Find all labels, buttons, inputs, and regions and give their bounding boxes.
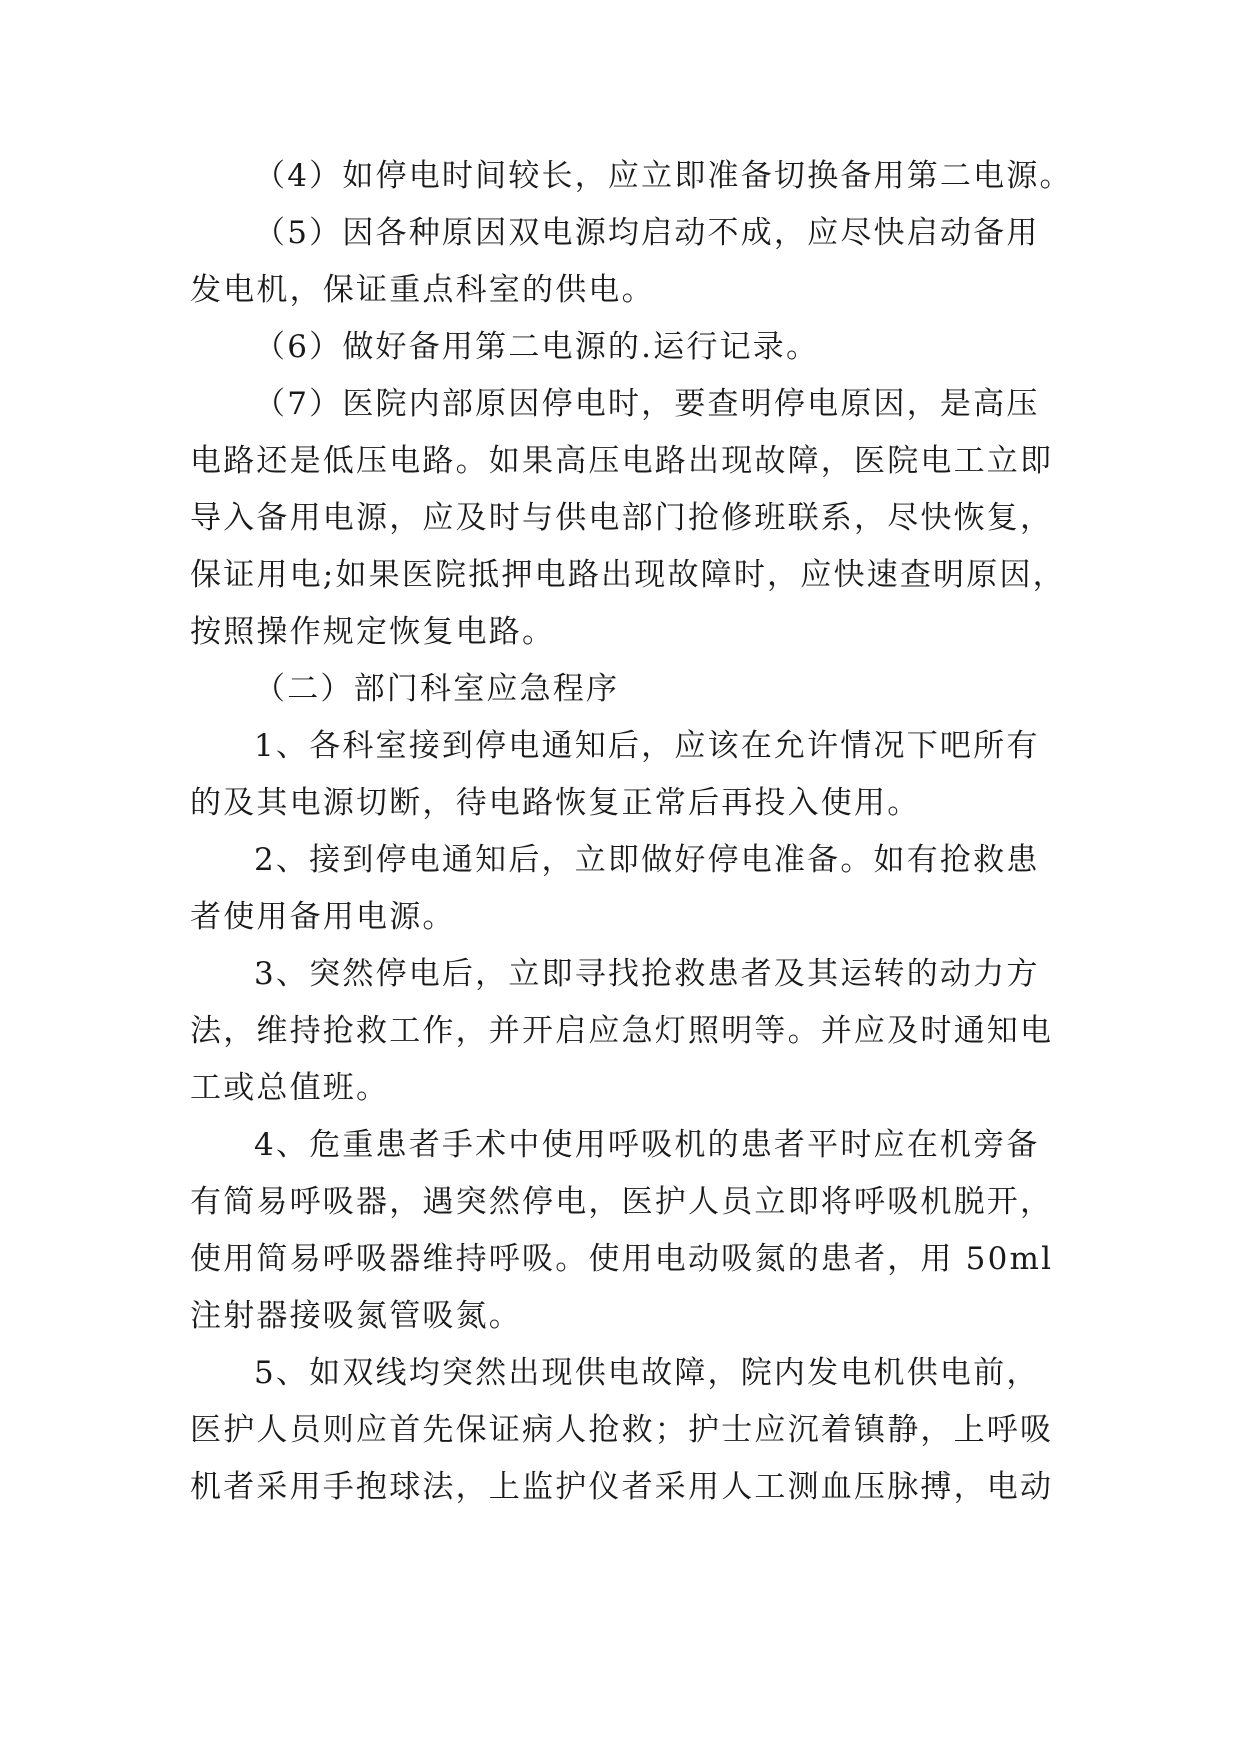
text-line: 工或总值班。	[190, 1070, 390, 1106]
text-line: （二）部门科室应急程序	[254, 671, 620, 707]
text-line: 保证用电;如果医院抵押电路出现故障时，应快速查明原因，	[190, 557, 1066, 593]
text-line: 电路还是低压电路。如果高压电路出现故障，医院电工立即	[190, 443, 1054, 479]
text-line: 3、突然停电后，立即寻找抢救患者及其运转的动力方	[254, 956, 1040, 992]
text-line: 的及其电源切断，待电路恢复正常后再投入使用。	[190, 785, 921, 821]
text-line: 医护人员则应首先保证病人抢救；护士应沉着镇静，上呼吸	[190, 1412, 1054, 1448]
text-line: （6）做好备用第二电源的.运行记录。	[254, 329, 820, 365]
text-line: （4）如停电时间较长，应立即准备切换备用第二电源。	[254, 158, 1073, 194]
text-line: 有简易呼吸器，遇突然停电，医护人员立即将呼吸机脱开，	[190, 1184, 1054, 1220]
text-line: 按照操作规定恢复电路。	[190, 614, 556, 650]
text-line: 发电机，保证重点科室的供电。	[190, 272, 655, 308]
text-line: 1、各科室接到停电通知后，应该在允许情况下吧所有	[254, 728, 1040, 764]
text-line: 机者采用手抱球法，上监护仪者采用人工测血压脉搏，电动	[190, 1469, 1054, 1505]
text-line: 法，维持抢救工作，并开启应急灯照明等。并应及时通知电	[190, 1013, 1054, 1049]
text-line: 者使用备用电源。	[190, 899, 456, 935]
text-line: （7）医院内部原因停电时，要查明停电原因，是高压	[254, 386, 1040, 422]
text-line: 2、接到停电通知后，立即做好停电准备。如有抢救患	[254, 842, 1040, 878]
text-line: 5、如双线均突然出现供电故障，院内发电机供电前，	[254, 1355, 1040, 1391]
text-line: （5）因各种原因双电源均启动不成，应尽快启动备用	[254, 215, 1040, 251]
text-line: 使用简易呼吸器维持呼吸。使用电动吸氮的患者，用 50ml	[190, 1241, 1054, 1277]
text-line: 注射器接吸氮管吸氮。	[190, 1298, 522, 1334]
document-body	[190, 148, 1073, 1516]
text-line: 4、危重患者手术中使用呼吸机的患者平时应在机旁备	[254, 1127, 1040, 1163]
text-line: 导入备用电源，应及时与供电部门抢修班联系，尽快恢复，	[190, 500, 1054, 536]
